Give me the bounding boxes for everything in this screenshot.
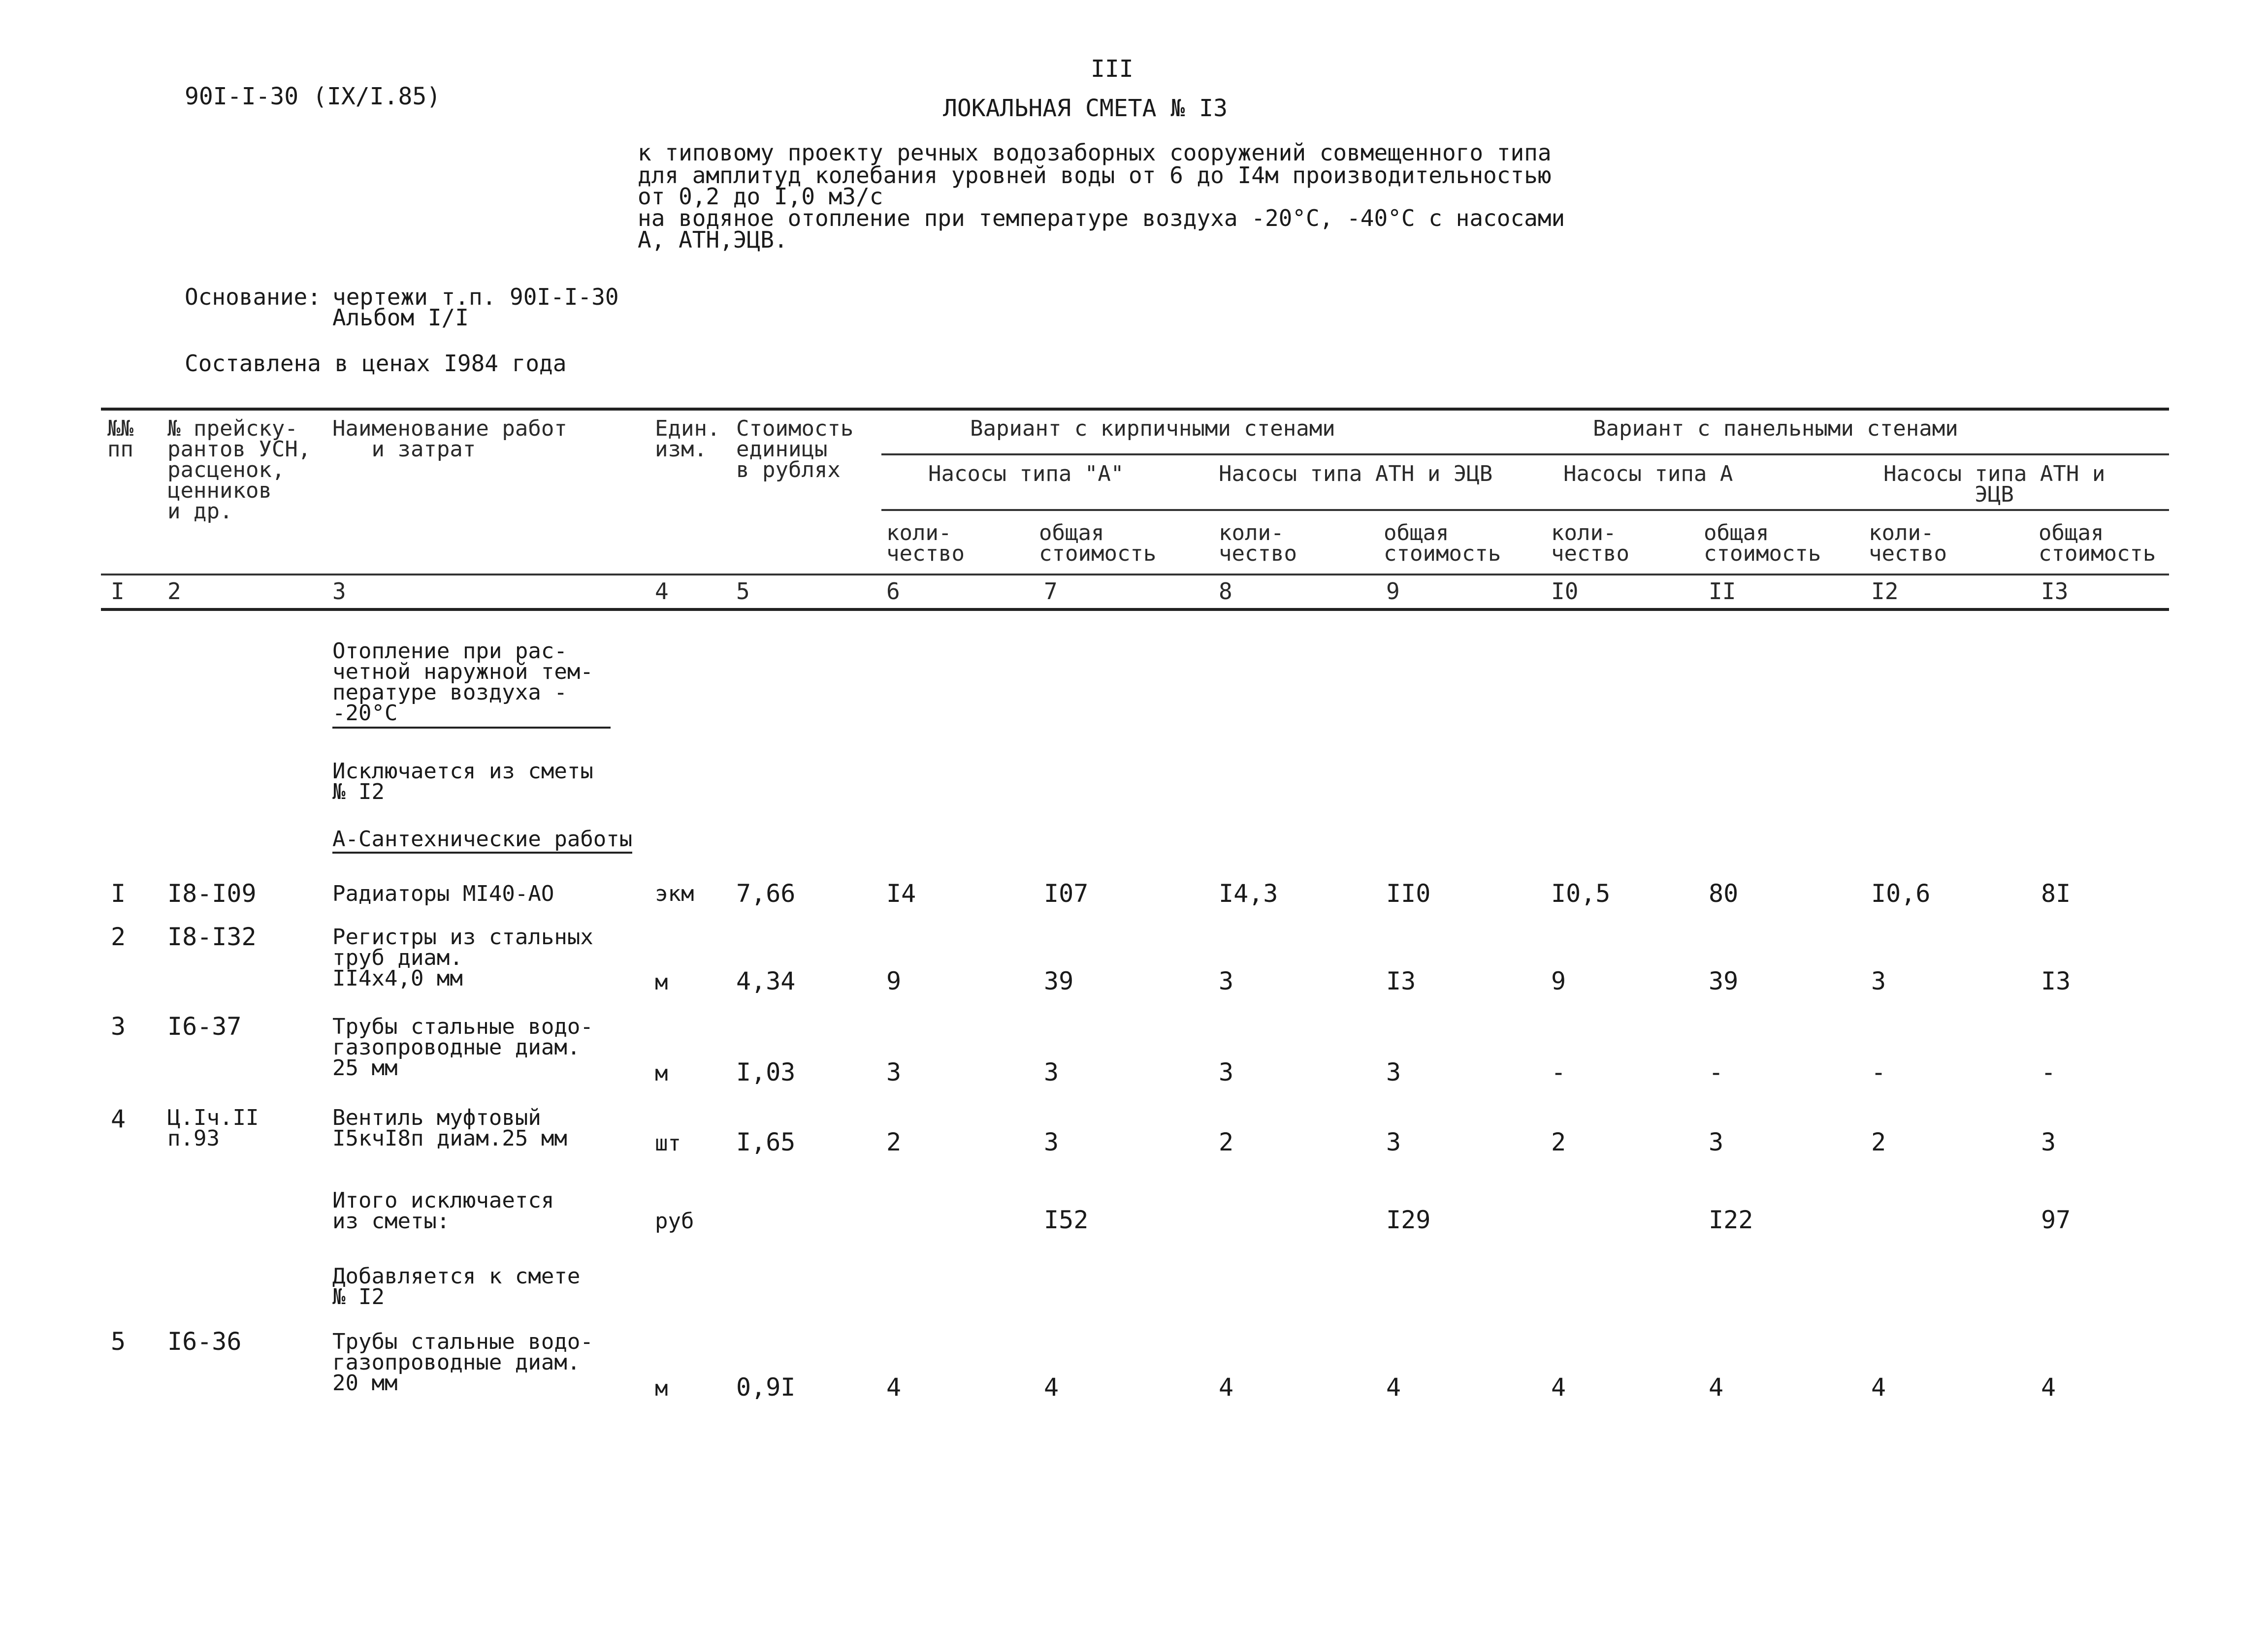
- added-title: Добавляется к смете № I2: [332, 1264, 581, 1309]
- row-value: 3: [1386, 1128, 1401, 1156]
- row-value: 3: [2041, 1128, 2056, 1156]
- row-value: 4: [1709, 1373, 1724, 1402]
- row-value: 4: [886, 1373, 902, 1402]
- subtotal-value: 97: [2041, 1206, 2071, 1234]
- column-number: I2: [1871, 578, 1899, 605]
- row-value: 3: [1386, 1058, 1401, 1086]
- subtotal-value: I22: [1709, 1206, 1753, 1234]
- subtitle-line: А, АТН,ЭЦВ.: [638, 226, 788, 253]
- header-quantity: коли- чество: [886, 520, 965, 566]
- header-quantity: коли- чество: [1551, 520, 1629, 566]
- column-number: I0: [1551, 578, 1579, 605]
- subtotal-value: I29: [1386, 1206, 1431, 1234]
- subtitle-line: для амплитуд колебания уровней воды от 6 до I4м производительностью: [638, 162, 1552, 189]
- column-number: 9: [1386, 578, 1400, 605]
- subtotal-value: I52: [1044, 1206, 1089, 1234]
- column-number: I: [111, 578, 125, 605]
- row-value: 9: [886, 967, 902, 995]
- section-title: Отопление при рас- четной наружной тем- пературе воздуха - -20°С: [332, 641, 611, 729]
- row-value: 9: [1551, 967, 1566, 995]
- row-unit: м: [655, 1376, 668, 1401]
- row-value: 2: [1219, 1128, 1234, 1156]
- basis-reference: чертежи т.п. 90I-I-30: [332, 284, 619, 310]
- subtotal-label: Итого исключается из сметы:: [332, 1188, 554, 1234]
- row-code: I6-36: [167, 1327, 242, 1356]
- row-value: -: [1871, 1058, 1886, 1086]
- row-value: 3: [1044, 1058, 1059, 1086]
- row-code: Ц.Iч.II п.93: [167, 1105, 259, 1151]
- row-value: I3: [1386, 967, 1416, 995]
- basis-album: Альбом I/I: [332, 304, 469, 331]
- row-unit: м: [655, 1061, 668, 1086]
- header-variant-brick: Вариант с кирпичными стенами: [970, 416, 1335, 441]
- row-value: 2: [886, 1128, 902, 1156]
- row-value: -: [2041, 1058, 2056, 1086]
- row-number: 3: [111, 1012, 126, 1041]
- row-value: 39: [1044, 967, 1074, 995]
- row-price: 0,9I: [736, 1373, 796, 1402]
- row-value: 2: [1551, 1128, 1566, 1156]
- row-name: Регистры из стальных труб диам. II4x4,0 мм: [332, 925, 593, 991]
- row-value: 3: [1219, 967, 1234, 995]
- row-price: 4,34: [736, 967, 796, 995]
- row-name: Трубы стальные водо- газопроводные диам. 20 мм: [332, 1329, 593, 1396]
- subtitle-line: на водяное отопление при температуре воздуха -20°С, -40°С с насосами: [638, 205, 1565, 231]
- row-value: 3: [1709, 1128, 1724, 1156]
- header-pumps-a: Насосы типа "А": [928, 461, 1124, 486]
- row-code: I8-I09: [167, 879, 257, 908]
- header-quantity: коли- чество: [1869, 520, 1947, 566]
- subtitle-line: к типовому проекту речных водозаборных сооружений совмещенного типа: [638, 139, 1552, 166]
- row-value: 4: [1386, 1373, 1401, 1402]
- header-total-cost: общая стоимость: [2039, 520, 2156, 566]
- row-value: 4: [1044, 1373, 1059, 1402]
- row-number: 2: [111, 923, 126, 951]
- row-number: 5: [111, 1327, 126, 1356]
- row-price: I,03: [736, 1058, 796, 1086]
- header-row-number: №№ пп: [107, 416, 133, 462]
- row-name: Вентиль муфтовый I5кчI8п диам.25 мм: [332, 1105, 567, 1151]
- row-value: 4: [1551, 1373, 1566, 1402]
- row-price: 7,66: [736, 879, 796, 908]
- header-pumps-a-panel: Насосы типа А: [1563, 461, 1733, 486]
- row-value: 3: [886, 1058, 902, 1086]
- row-value: II0: [1386, 879, 1431, 908]
- header-rule: [101, 574, 2169, 575]
- table-top-rule: [101, 408, 2169, 411]
- row-value: I07: [1044, 879, 1089, 908]
- row-code: I8-I32: [167, 923, 257, 951]
- header-total-cost: общая стоимость: [1384, 520, 1501, 566]
- row-value: 3: [1871, 967, 1886, 995]
- header-total-cost: общая стоимость: [1704, 520, 1821, 566]
- row-value: 4: [1871, 1373, 1886, 1402]
- price-base-note: Составлена в ценах I984 года: [185, 350, 567, 377]
- header-bottom-rule: [101, 608, 2169, 611]
- column-number: I3: [2041, 578, 2069, 605]
- row-value: I4,3: [1219, 879, 1278, 908]
- header-pumps-atn: Насосы типа АТН и ЭЦВ: [1219, 461, 1493, 486]
- document-code: 90I-I-30 (IX/I.85): [185, 83, 441, 110]
- row-price: I,65: [736, 1128, 796, 1156]
- row-unit: экм: [655, 881, 694, 906]
- basis-label: Основание:: [185, 284, 321, 310]
- subsection-title: А-Сантехнические работы: [332, 829, 632, 854]
- row-value: 39: [1709, 967, 1739, 995]
- row-value: 3: [1044, 1128, 1059, 1156]
- row-value: 3: [1219, 1058, 1234, 1086]
- row-number: 4: [111, 1105, 126, 1133]
- excluded-title: Исключается из сметы № I2: [332, 759, 593, 804]
- header-pumps-atn-panel: Насосы типа АТН и ЭЦВ: [1883, 461, 2106, 507]
- column-number: 8: [1219, 578, 1232, 605]
- header-quantity: коли- чество: [1219, 520, 1297, 566]
- row-value: -: [1709, 1058, 1724, 1086]
- row-value: 80: [1709, 879, 1739, 908]
- column-number: II: [1709, 578, 1736, 605]
- page-number: III: [1091, 55, 1134, 83]
- column-number: 7: [1044, 578, 1058, 605]
- header-rule: [881, 453, 2169, 455]
- header-total-cost: общая стоимость: [1039, 520, 1157, 566]
- column-number: 5: [736, 578, 750, 605]
- subtotal-unit: руб: [655, 1209, 694, 1234]
- row-value: -: [1551, 1058, 1566, 1086]
- column-number: 6: [886, 578, 900, 605]
- row-value: I0,5: [1551, 879, 1611, 908]
- row-value: I0,6: [1871, 879, 1931, 908]
- header-unit: Един. изм.: [655, 416, 720, 462]
- row-value: I3: [2041, 967, 2071, 995]
- header-price-list: № прейску- рантов УСН, расценок, ценников и др.: [167, 416, 311, 524]
- header-variant-panel: Вариант с панельными стенами: [1593, 416, 1958, 441]
- row-name: Трубы стальные водо- газопроводные диам. 25 мм: [332, 1014, 593, 1081]
- row-unit: м: [655, 970, 668, 995]
- header-work-name: Наименование работ и затрат: [332, 416, 567, 462]
- column-number: 4: [655, 578, 669, 605]
- row-value: 2: [1871, 1128, 1886, 1156]
- column-number: 3: [332, 578, 346, 605]
- row-value: 8I: [2041, 879, 2071, 908]
- row-number: I: [111, 879, 126, 908]
- row-code: I6-37: [167, 1012, 242, 1041]
- row-unit: шт: [655, 1131, 681, 1156]
- row-value: I4: [886, 879, 916, 908]
- subtitle-line: от 0,2 до I,0 м3/с: [638, 183, 883, 210]
- header-rule: [881, 509, 2169, 511]
- row-value: 4: [1219, 1373, 1234, 1402]
- row-value: 4: [2041, 1373, 2056, 1402]
- document-title: ЛОКАЛЬНАЯ СМЕТА № I3: [943, 95, 1228, 122]
- column-number: 2: [167, 578, 181, 605]
- row-name: Радиаторы МI40-АО: [332, 881, 554, 906]
- header-unit-cost: Стоимость единицы в рублях: [736, 416, 854, 482]
